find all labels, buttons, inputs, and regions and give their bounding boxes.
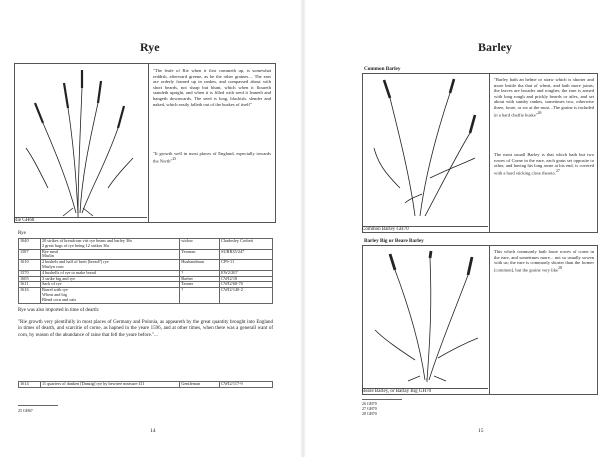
- footnote-ref[interactable]: 25: [172, 156, 177, 161]
- table-cell: 1570: [19, 270, 41, 276]
- rye-table-heading: Rye: [18, 231, 26, 236]
- footnote-rule: [362, 399, 402, 400]
- figure-divider: [489, 246, 490, 394]
- beare-barley-caption: Beare Barley, or Barlay Big GH70: [362, 388, 488, 395]
- table-cell: CWI2/18: [220, 276, 273, 282]
- rye-inventory-table: [18, 238, 273, 304]
- table-cell: Rye meal Maslin: [40, 249, 179, 260]
- rye-plant-illustration: [18, 68, 138, 218]
- footnote-ref[interactable]: 27: [556, 168, 560, 173]
- rye-figure-caption: Rie GH68: [14, 217, 147, 224]
- footnote-ref[interactable]: 28: [558, 265, 562, 270]
- footnote-ref[interactable]: 26: [537, 110, 542, 115]
- common-barley-illustration: [370, 78, 480, 218]
- footnote: 25 GH67: [18, 408, 33, 413]
- page-title-rye: Rye: [140, 40, 160, 54]
- table-cell: 4 bushells of rye to make bread: [40, 270, 179, 276]
- table-cell: EW2/207: [220, 270, 273, 276]
- table-cell: Chadesley Corbett: [220, 239, 273, 250]
- table-cell: CWI2/117-9: [220, 382, 273, 388]
- table-cell: 1605: [19, 276, 41, 282]
- figure-divider: [489, 74, 490, 232]
- barley-paragraph: [494, 152, 594, 176]
- table-row: [19, 260, 273, 271]
- table-cell: 20 strikes of breadcorn virt rye beans and barley 36s 2 great bags of rye being 12 strikes 36s: [40, 239, 179, 250]
- table-row: [19, 239, 273, 250]
- table-cell: 11 quarters of danken [Danzig] rye by bewtree measure £11: [40, 382, 179, 388]
- footnote-rule: [18, 405, 58, 406]
- table-cell: Barber: [180, 276, 220, 282]
- rye-import-table: [18, 381, 273, 388]
- table-cell: 1614: [19, 382, 41, 388]
- table-cell: CWI2/140-2: [220, 288, 273, 303]
- beare-barley-quote: [494, 249, 594, 273]
- beare-barley-quote-text: This which commonly hath foure rowes of corne in the eare, and sometimes more... not so usually sowen with us; the eare is commonly shorter than the former [common], but the graine very like: [494, 249, 594, 273]
- table-cell: CWI2/68-70: [220, 282, 273, 288]
- table-cell: SURR35/247: [220, 249, 273, 260]
- table-cell: CP9-11: [220, 260, 273, 271]
- rye-import-line: Rye was also imported in time of dearth:: [18, 308, 100, 313]
- page-number: 15: [478, 428, 484, 434]
- table-cell: 1640: [19, 239, 41, 250]
- page-title-barley: Barley: [478, 40, 512, 54]
- rye-growth-quote: [153, 151, 271, 164]
- common-barley-caption: Common Barley GH70: [362, 226, 488, 233]
- table-cell: ?: [180, 288, 220, 303]
- rye-import-quote: "Rie growth very plentifully in most places of Germany and Polonia, as appeareth by the great quantity brought into England in times of dearth, and scarcitie of corne, as hapned in the yeare 1596, and at other times, when there was a generall want of corn, by reason of the abundance of raine that fell the yeare before."...: [18, 320, 273, 338]
- table-cell: 3 strike big and rye: [40, 276, 179, 282]
- common-barley-heading: Common Barley: [364, 66, 401, 72]
- page-number: 14: [150, 428, 156, 434]
- table-cell: 1587: [19, 249, 41, 260]
- barley-quote: [494, 77, 594, 118]
- barley-paragraph-text: The most usuall Barley is that which hath but two rowes of Corne in the eare, each grain set opposite to other, and having his long awne at his end, is covered with a hard sticking close thereto.: [494, 152, 594, 176]
- right-page: [306, 0, 600, 457]
- table-cell: Tanner: [180, 282, 220, 288]
- figure-divider: [148, 64, 149, 222]
- footnote-26: 26 GH70: [362, 401, 377, 406]
- rye-quote: "The leafe of Rie when it first commeth up, is somewhat reddish, afterward greene, as be the other graines.... The ears are orderly framed up in rankes, and compassed about with short beards, not sharp but blunt, which when it floureth standeth upright, and when it is filled with seed it leaneth and hangeth downwards. The seed is long, blackish, slender and naked, which easily falleth out of the huskes of itself": [153, 68, 271, 107]
- table-row: [19, 382, 273, 388]
- table-row: [19, 249, 273, 260]
- table-cell: 1616: [19, 288, 41, 303]
- table-cell: Husbandman: [180, 260, 220, 271]
- barley-quote-text: "Barley hath an helme or straw which is shorter and more brittle tha that of wheat, and hath more joints; the leaves are broader and rougher, the eare is armed with long rough and prickly beards or ailes, and set about with sundry rankes, sometimes two, otherwise three, foure, or six at the most...The graine is included in a hard chaffie huske": [494, 77, 594, 118]
- table-cell: 2 bushels and half of brett [bread?] rye Maslyn corn: [40, 260, 179, 271]
- beare-barley-heading: Barley Big or Beare Barley: [364, 238, 424, 244]
- table-cell: 1610: [19, 260, 41, 271]
- table-cell: Yeoman: [180, 249, 220, 260]
- rye-growth-quote-text: "It growth well in most places of England, especially towards the North": [153, 151, 271, 164]
- table-row: [19, 288, 273, 303]
- table-cell: Barrel with rye Wheat and big Blend corn and oats: [40, 288, 179, 303]
- table-cell: 1611: [19, 282, 41, 288]
- table-cell: ?: [180, 270, 220, 276]
- footnote-28: 28 GH70: [362, 411, 377, 416]
- table-cell: Sack of rye: [40, 282, 179, 288]
- table-cell: widow: [180, 239, 220, 250]
- beare-barley-illustration: [370, 250, 480, 382]
- table-cell: Gentleman: [180, 382, 220, 388]
- footnote-27: 27 GH70: [362, 406, 377, 411]
